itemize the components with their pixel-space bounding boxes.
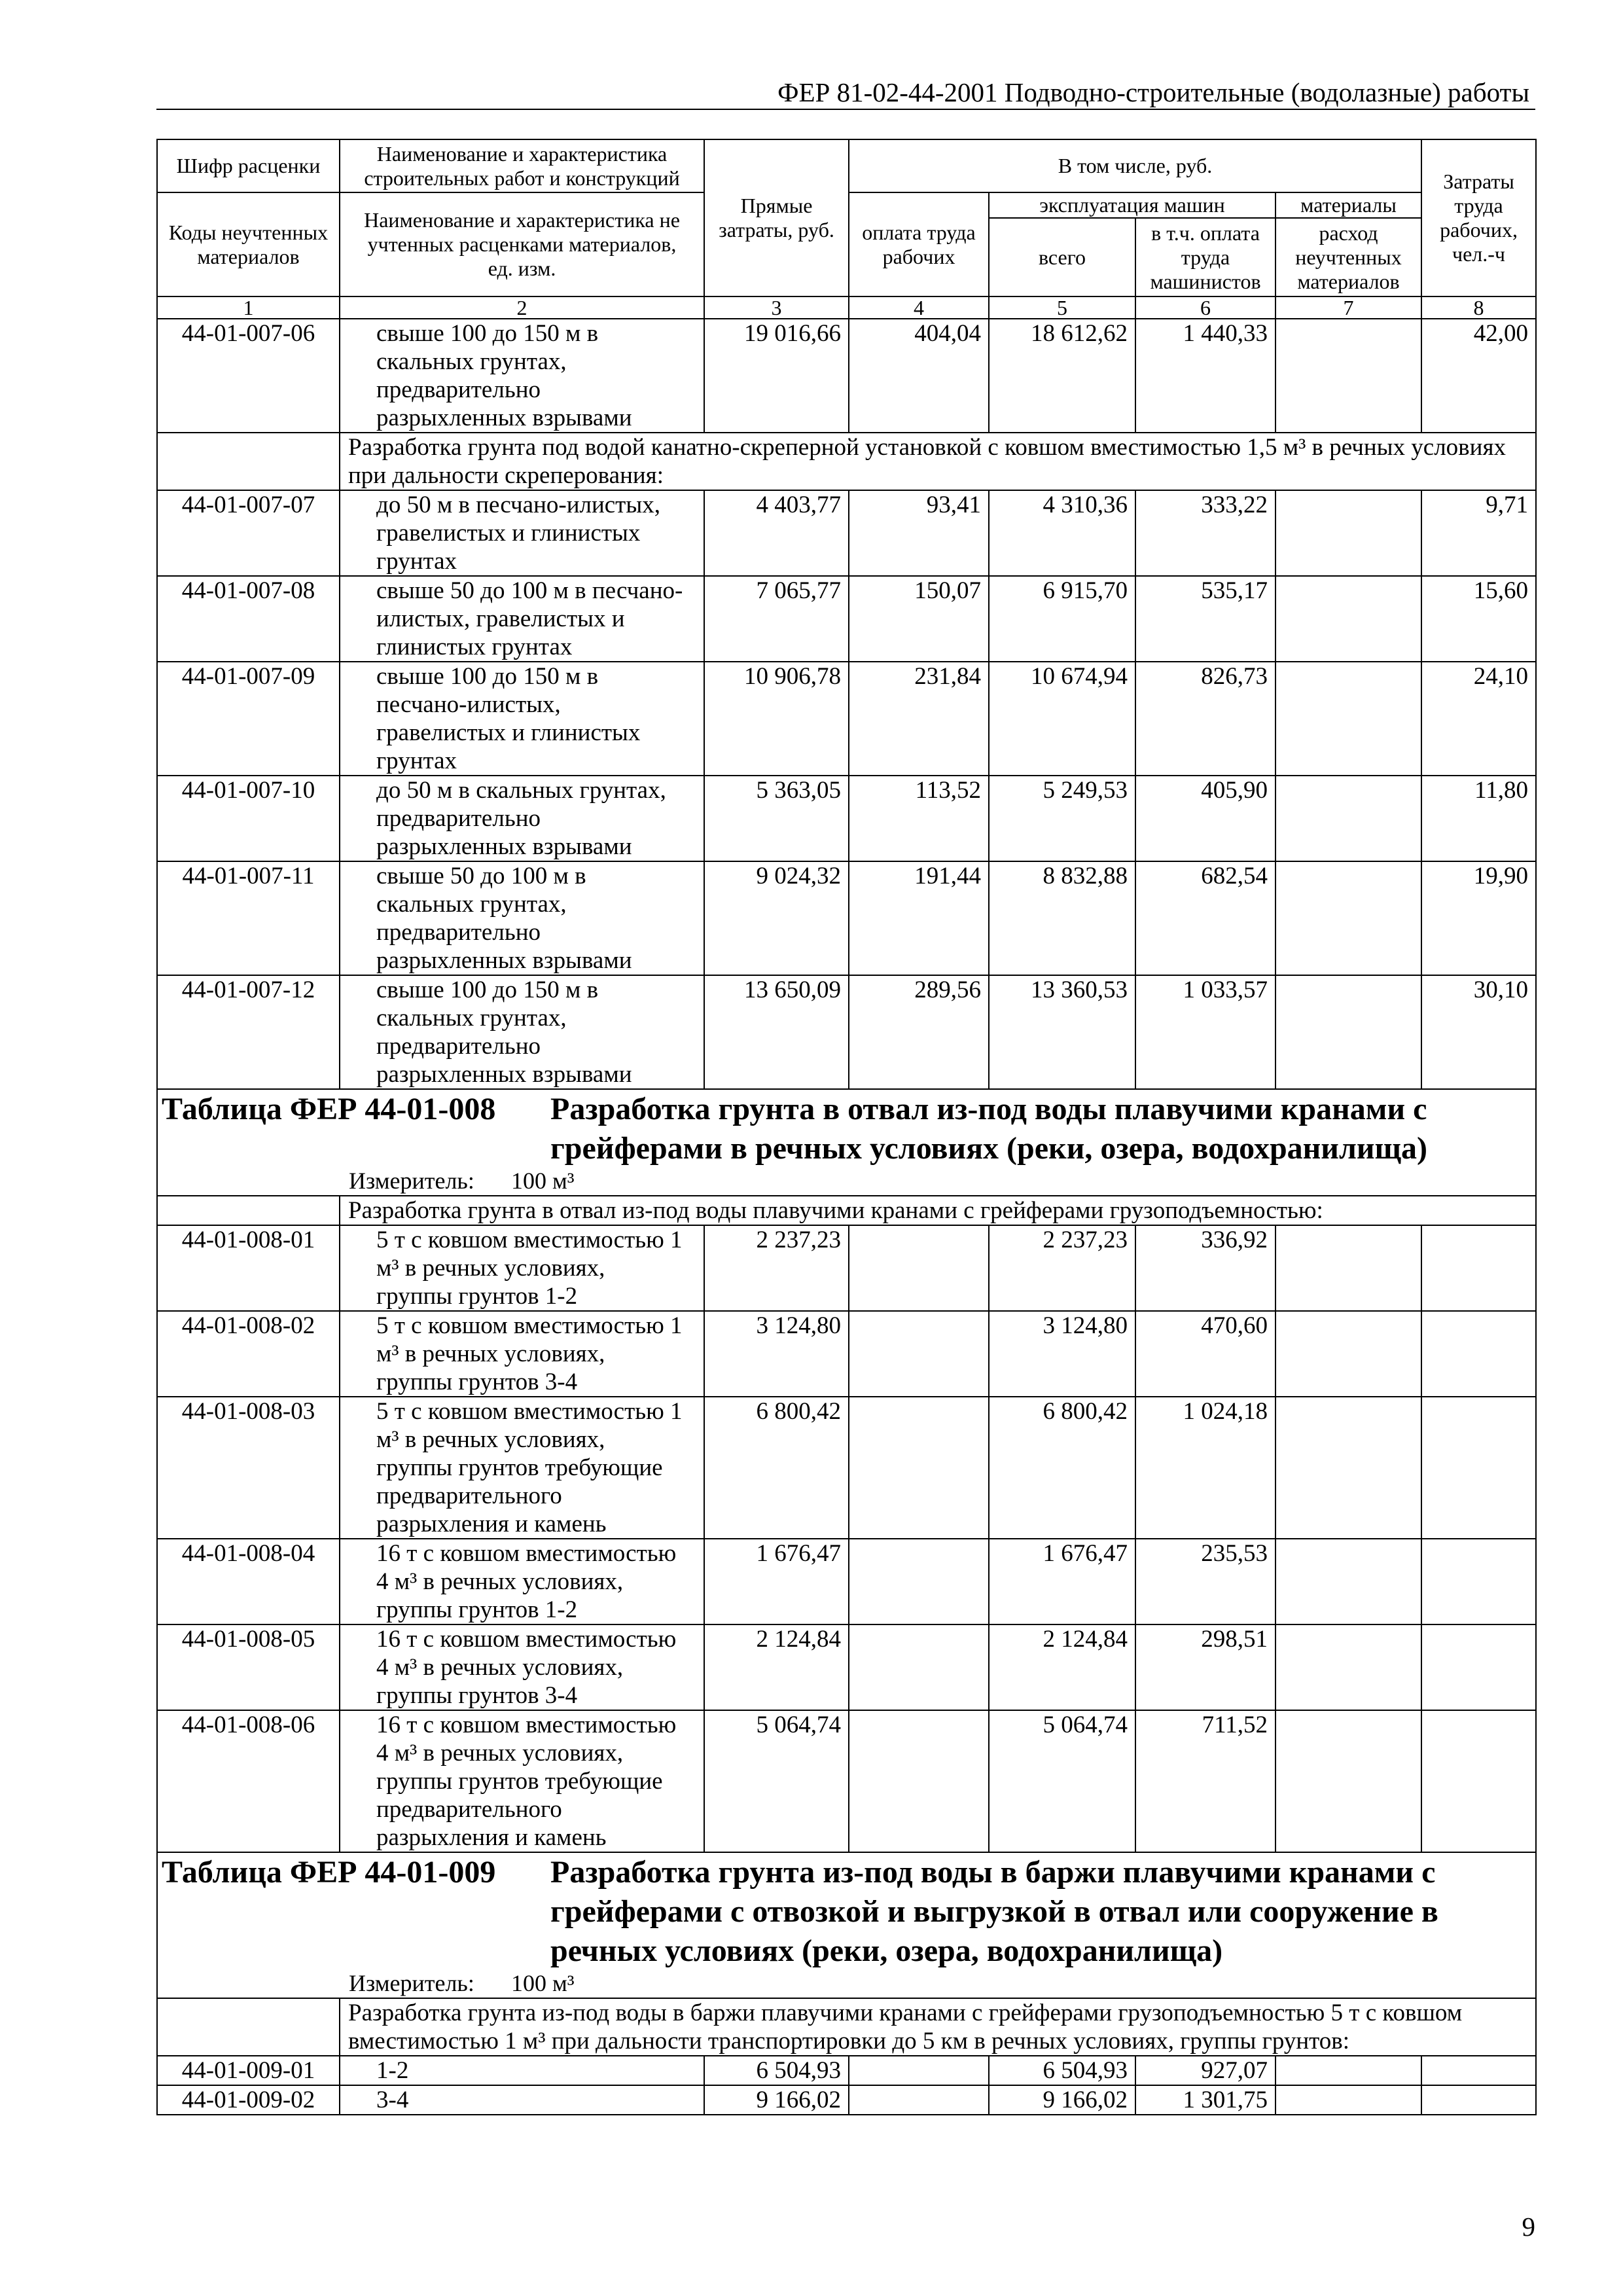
labor-costs-cell: [1421, 2085, 1536, 2115]
material-name-header: Наименование и характеристика не учтенных расценками материалов, ед. изм.: [340, 192, 704, 296]
machines-total-cell: 5 249,53: [989, 776, 1135, 861]
work-name-cell: 5 т с ковшом вместимостью 1 м³ в речных условиях, группы грунтов 1-2: [340, 1225, 704, 1311]
rate-code-cell: 44-01-007-09: [157, 662, 340, 776]
header-row: [157, 139, 1536, 192]
machines-total-cell: 4 310,36: [989, 490, 1135, 576]
column-number: 4: [849, 296, 989, 319]
table-heading: Разработка грунта в отвал из-под воды плавучими кранами с грейферами в речных условиях (реки, озера, водохранилища): [550, 1092, 1428, 1166]
table-number: Таблица ФЕР 44-01-009: [162, 1855, 496, 1890]
materials-usage-cell: [1275, 1539, 1421, 1624]
worker-pay-cell: [849, 2056, 989, 2085]
rate-row: [157, 1624, 1536, 1710]
labor-costs-cell: 15,60: [1421, 576, 1536, 662]
work-name-cell: свыше 100 до 150 м в скальных грунтах, предварительно разрыхленных взрывами: [340, 319, 704, 433]
worker-pay-cell: 93,41: [849, 490, 989, 576]
rates-table-body: [157, 319, 1536, 2115]
rate-code-cell: 44-01-007-11: [157, 861, 340, 975]
machines-total-cell: 10 674,94: [989, 662, 1135, 776]
rate-code-cell: 44-01-008-02: [157, 1311, 340, 1397]
direct-costs-cell: 6 800,42: [704, 1397, 849, 1539]
rate-code-cell: 44-01-008-05: [157, 1624, 340, 1710]
section-heading-row: [157, 1998, 1536, 2056]
rate-code-cell: 44-01-009-01: [157, 2056, 340, 2085]
empty-code-cell: [157, 433, 340, 490]
machines-total-cell: 6 915,70: [989, 576, 1135, 662]
rate-row: [157, 576, 1536, 662]
direct-costs-cell: 3 124,80: [704, 1311, 849, 1397]
worker-pay-cell: [849, 1710, 989, 1852]
machines-total-cell: 6 800,42: [989, 1397, 1135, 1539]
rate-code-cell: 44-01-008-01: [157, 1225, 340, 1311]
direct-costs-cell: 2 124,84: [704, 1624, 849, 1710]
machines-total-cell: 6 504,93: [989, 2056, 1135, 2085]
measurement-unit-label: Измеритель:: [349, 1970, 474, 1996]
labor-costs-cell: 19,90: [1421, 861, 1536, 975]
direct-costs-cell: 6 504,93: [704, 2056, 849, 2085]
work-name-header: Наименование и характеристика строительных работ и конструкций: [340, 139, 704, 192]
work-name-cell: 5 т с ковшом вместимостью 1 м³ в речных условиях, группы грунтов требующие предварительного разрыхления и камень: [340, 1397, 704, 1539]
direct-costs-header: Прямые затраты, руб.: [704, 139, 849, 296]
direct-costs-cell: 9 166,02: [704, 2085, 849, 2115]
machinist-pay-cell: 1 024,18: [1135, 1397, 1275, 1539]
rate-row: [157, 861, 1536, 975]
work-name-cell: свыше 50 до 100 м в скальных грунтах, предварительно разрыхленных взрывами: [340, 861, 704, 975]
column-numbers-row: [157, 296, 1536, 319]
table-title-row: [157, 1089, 1536, 1196]
machines-total-cell: 9 166,02: [989, 2085, 1135, 2115]
rate-row: [157, 975, 1536, 1089]
empty-code-cell: [157, 1998, 340, 2056]
labor-costs-cell: 24,10: [1421, 662, 1536, 776]
column-number: 5: [989, 296, 1135, 319]
table-title-cell: [157, 1852, 1536, 1998]
machines-total-cell: 3 124,80: [989, 1311, 1135, 1397]
materials-usage-cell: [1275, 1311, 1421, 1397]
machinist-pay-cell: 535,17: [1135, 576, 1275, 662]
worker-pay-cell: 191,44: [849, 861, 989, 975]
machines-total-cell: 8 832,88: [989, 861, 1135, 975]
rate-code-cell: 44-01-007-06: [157, 319, 340, 433]
rate-row: [157, 1397, 1536, 1539]
machines-header: эксплуатация машин: [989, 192, 1275, 218]
rate-row: [157, 1311, 1536, 1397]
direct-costs-cell: 1 676,47: [704, 1539, 849, 1624]
worker-pay-cell: [849, 1225, 989, 1311]
machinist-pay-cell: 826,73: [1135, 662, 1275, 776]
rate-row: [157, 2056, 1536, 2085]
machinist-pay-cell: 405,90: [1135, 776, 1275, 861]
materials-usage-cell: [1275, 776, 1421, 861]
rate-row: [157, 1225, 1536, 1311]
work-name-cell: 3-4: [340, 2085, 704, 2115]
rates-table-header: [157, 139, 1536, 319]
work-name-cell: 5 т с ковшом вместимостью 1 м³ в речных условиях, группы грунтов 3-4: [340, 1311, 704, 1397]
rate-code-cell: 44-01-008-06: [157, 1710, 340, 1852]
measurement-unit-label: Измеритель:: [349, 1168, 474, 1194]
materials-usage-cell: [1275, 2056, 1421, 2085]
materials-usage-cell: [1275, 1710, 1421, 1852]
direct-costs-cell: 13 650,09: [704, 975, 849, 1089]
rate-code-cell: 44-01-007-10: [157, 776, 340, 861]
machinist-pay-cell: 711,52: [1135, 1710, 1275, 1852]
labor-costs-cell: 30,10: [1421, 975, 1536, 1089]
labor-costs-header: Затраты труда рабочих, чел.-ч: [1421, 139, 1536, 296]
section-heading-row: [157, 1196, 1536, 1225]
labor-costs-cell: 9,71: [1421, 490, 1536, 576]
column-number: 3: [704, 296, 849, 319]
labor-costs-cell: [1421, 1624, 1536, 1710]
labor-costs-cell: [1421, 1397, 1536, 1539]
measurement-unit-value: 100 м³: [511, 1970, 575, 1996]
work-name-cell: до 50 м в скальных грунтах, предварительно разрыхленных взрывами: [340, 776, 704, 861]
machinist-pay-cell: 235,53: [1135, 1539, 1275, 1624]
rate-code-cell: 44-01-007-12: [157, 975, 340, 1089]
materials-usage-cell: [1275, 861, 1421, 975]
rate-row: [157, 1539, 1536, 1624]
worker-pay-cell: 113,52: [849, 776, 989, 861]
empty-code-cell: [157, 1196, 340, 1225]
materials-usage-header: расход неучтенных материалов: [1275, 218, 1421, 296]
machines-total-cell: 13 360,53: [989, 975, 1135, 1089]
labor-costs-cell: [1421, 1225, 1536, 1311]
rate-row: [157, 319, 1536, 433]
labor-costs-cell: [1421, 1311, 1536, 1397]
measurement-unit-value: 100 м³: [511, 1168, 575, 1194]
worker-pay-cell: [849, 1539, 989, 1624]
rate-code-cell: 44-01-009-02: [157, 2085, 340, 2115]
machinist-pay-header: в т.ч. оплата труда машинистов: [1135, 218, 1275, 296]
running-header-title: ФЕР 81-02-44-2001 Подводно-строительные (водолазные) работы: [777, 77, 1529, 107]
materials-usage-cell: [1275, 490, 1421, 576]
rate-row: [157, 2085, 1536, 2115]
worker-pay-header: оплата труда рабочих: [849, 192, 989, 296]
labor-costs-cell: [1421, 2056, 1536, 2085]
table-heading: Разработка грунта из-под воды в баржи плавучими кранами с грейферами с отвозкой и выгрузкой в отвал или сооружение в речных условиях (реки, озера, водохранилища): [550, 1855, 1438, 1968]
materials-usage-cell: [1275, 319, 1421, 433]
section-heading: Разработка грунта под водой канатно-скреперной установкой с ковшом вместимостью 1,5 м³ в речных условиях при дальности скреперования:: [340, 433, 1536, 490]
rate-row: [157, 662, 1536, 776]
table-title-cell: [157, 1089, 1536, 1196]
machinist-pay-cell: 336,92: [1135, 1225, 1275, 1311]
work-name-cell: 16 т с ковшом вместимостью 4 м³ в речных условиях, группы грунтов 3-4: [340, 1624, 704, 1710]
materials-usage-cell: [1275, 1397, 1421, 1539]
worker-pay-cell: 289,56: [849, 975, 989, 1089]
direct-costs-cell: 2 237,23: [704, 1225, 849, 1311]
rate-code-cell: 44-01-007-07: [157, 490, 340, 576]
machinist-pay-cell: 1 033,57: [1135, 975, 1275, 1089]
materials-usage-cell: [1275, 1624, 1421, 1710]
column-number: 7: [1275, 296, 1421, 319]
labor-costs-cell: [1421, 1710, 1536, 1852]
rate-code-header: Шифр расценки: [157, 139, 340, 192]
work-name-cell: свыше 100 до 150 м в песчано-илистых, гравелистых и глинистых грунтах: [340, 662, 704, 776]
worker-pay-cell: 231,84: [849, 662, 989, 776]
labor-costs-cell: 11,80: [1421, 776, 1536, 861]
worker-pay-cell: 404,04: [849, 319, 989, 433]
machinist-pay-cell: 1 440,33: [1135, 319, 1275, 433]
machinist-pay-cell: 1 301,75: [1135, 2085, 1275, 2115]
work-name-cell: до 50 м в песчано-илистых, гравелистых и глинистых грунтах: [340, 490, 704, 576]
worker-pay-cell: [849, 1624, 989, 1710]
machinist-pay-cell: 682,54: [1135, 861, 1275, 975]
rate-row: [157, 776, 1536, 861]
direct-costs-cell: 5 363,05: [704, 776, 849, 861]
work-name-cell: свыше 50 до 100 м в песчано- илистых, гравелистых и глинистых грунтах: [340, 576, 704, 662]
running-header: [156, 76, 1535, 110]
materials-usage-cell: [1275, 2085, 1421, 2115]
table-number: Таблица ФЕР 44-01-008: [162, 1092, 496, 1126]
direct-costs-cell: 7 065,77: [704, 576, 849, 662]
materials-usage-cell: [1275, 576, 1421, 662]
work-name-cell: свыше 100 до 150 м в скальных грунтах, предварительно разрыхленных взрывами: [340, 975, 704, 1089]
work-name-cell: 16 т с ковшом вместимостью 4 м³ в речных условиях, группы грунтов 1-2: [340, 1539, 704, 1624]
materials-usage-cell: [1275, 662, 1421, 776]
direct-costs-cell: 4 403,77: [704, 490, 849, 576]
machines-total-cell: 1 676,47: [989, 1539, 1135, 1624]
table-title: [158, 1853, 1533, 1971]
rate-code-cell: 44-01-008-04: [157, 1539, 340, 1624]
direct-costs-cell: 5 064,74: [704, 1710, 849, 1852]
table-title: [158, 1090, 1533, 1168]
direct-costs-cell: 10 906,78: [704, 662, 849, 776]
worker-pay-cell: [849, 1311, 989, 1397]
rate-code-cell: 44-01-008-03: [157, 1397, 340, 1539]
rate-code-cell: 44-01-007-08: [157, 576, 340, 662]
measurement-unit: [158, 1168, 1533, 1193]
machines-total-cell: 2 237,23: [989, 1225, 1135, 1311]
worker-pay-cell: [849, 1397, 989, 1539]
worker-pay-cell: [849, 2085, 989, 2115]
work-name-cell: 16 т с ковшом вместимостью 4 м³ в речных условиях, группы грунтов требующие предварительного разрыхления и камень: [340, 1710, 704, 1852]
machines-total-header: всего: [989, 218, 1135, 296]
materials-usage-cell: [1275, 1225, 1421, 1311]
machinist-pay-cell: 298,51: [1135, 1624, 1275, 1710]
table-title-row: [157, 1852, 1536, 1998]
machines-total-cell: 18 612,62: [989, 319, 1135, 433]
including-header: В том числе, руб.: [849, 139, 1421, 192]
measurement-unit: [158, 1971, 1533, 1996]
column-number: 8: [1421, 296, 1536, 319]
material-codes-header: Коды неучтенных материалов: [157, 192, 340, 296]
labor-costs-cell: [1421, 1539, 1536, 1624]
direct-costs-cell: 9 024,32: [704, 861, 849, 975]
column-number: 1: [157, 296, 340, 319]
page-number: 9: [1522, 2212, 1535, 2242]
machines-total-cell: 2 124,84: [989, 1624, 1135, 1710]
column-number: 6: [1135, 296, 1275, 319]
work-name-cell: 1-2: [340, 2056, 704, 2085]
section-heading: Разработка грунта в отвал из-под воды плавучими кранами с грейферами грузоподъемностью:: [340, 1196, 1536, 1225]
materials-usage-cell: [1275, 975, 1421, 1089]
rates-table: [156, 139, 1537, 2115]
rate-row: [157, 1710, 1536, 1852]
column-number: 2: [340, 296, 704, 319]
section-heading: Разработка грунта из-под воды в баржи плавучими кранами с грейферами грузоподъемностью 5 т с ковшом вместимостью 1 м³ при дальности транспортировки до 5 км в речных условиях, группы грунтов:: [340, 1998, 1536, 2056]
machinist-pay-cell: 470,60: [1135, 1311, 1275, 1397]
machines-total-cell: 5 064,74: [989, 1710, 1135, 1852]
direct-costs-cell: 19 016,66: [704, 319, 849, 433]
worker-pay-cell: 150,07: [849, 576, 989, 662]
machinist-pay-cell: 927,07: [1135, 2056, 1275, 2085]
materials-header: материалы: [1275, 192, 1421, 218]
section-heading-row: [157, 433, 1536, 490]
machinist-pay-cell: 333,22: [1135, 490, 1275, 576]
rate-row: [157, 490, 1536, 576]
labor-costs-cell: 42,00: [1421, 319, 1536, 433]
